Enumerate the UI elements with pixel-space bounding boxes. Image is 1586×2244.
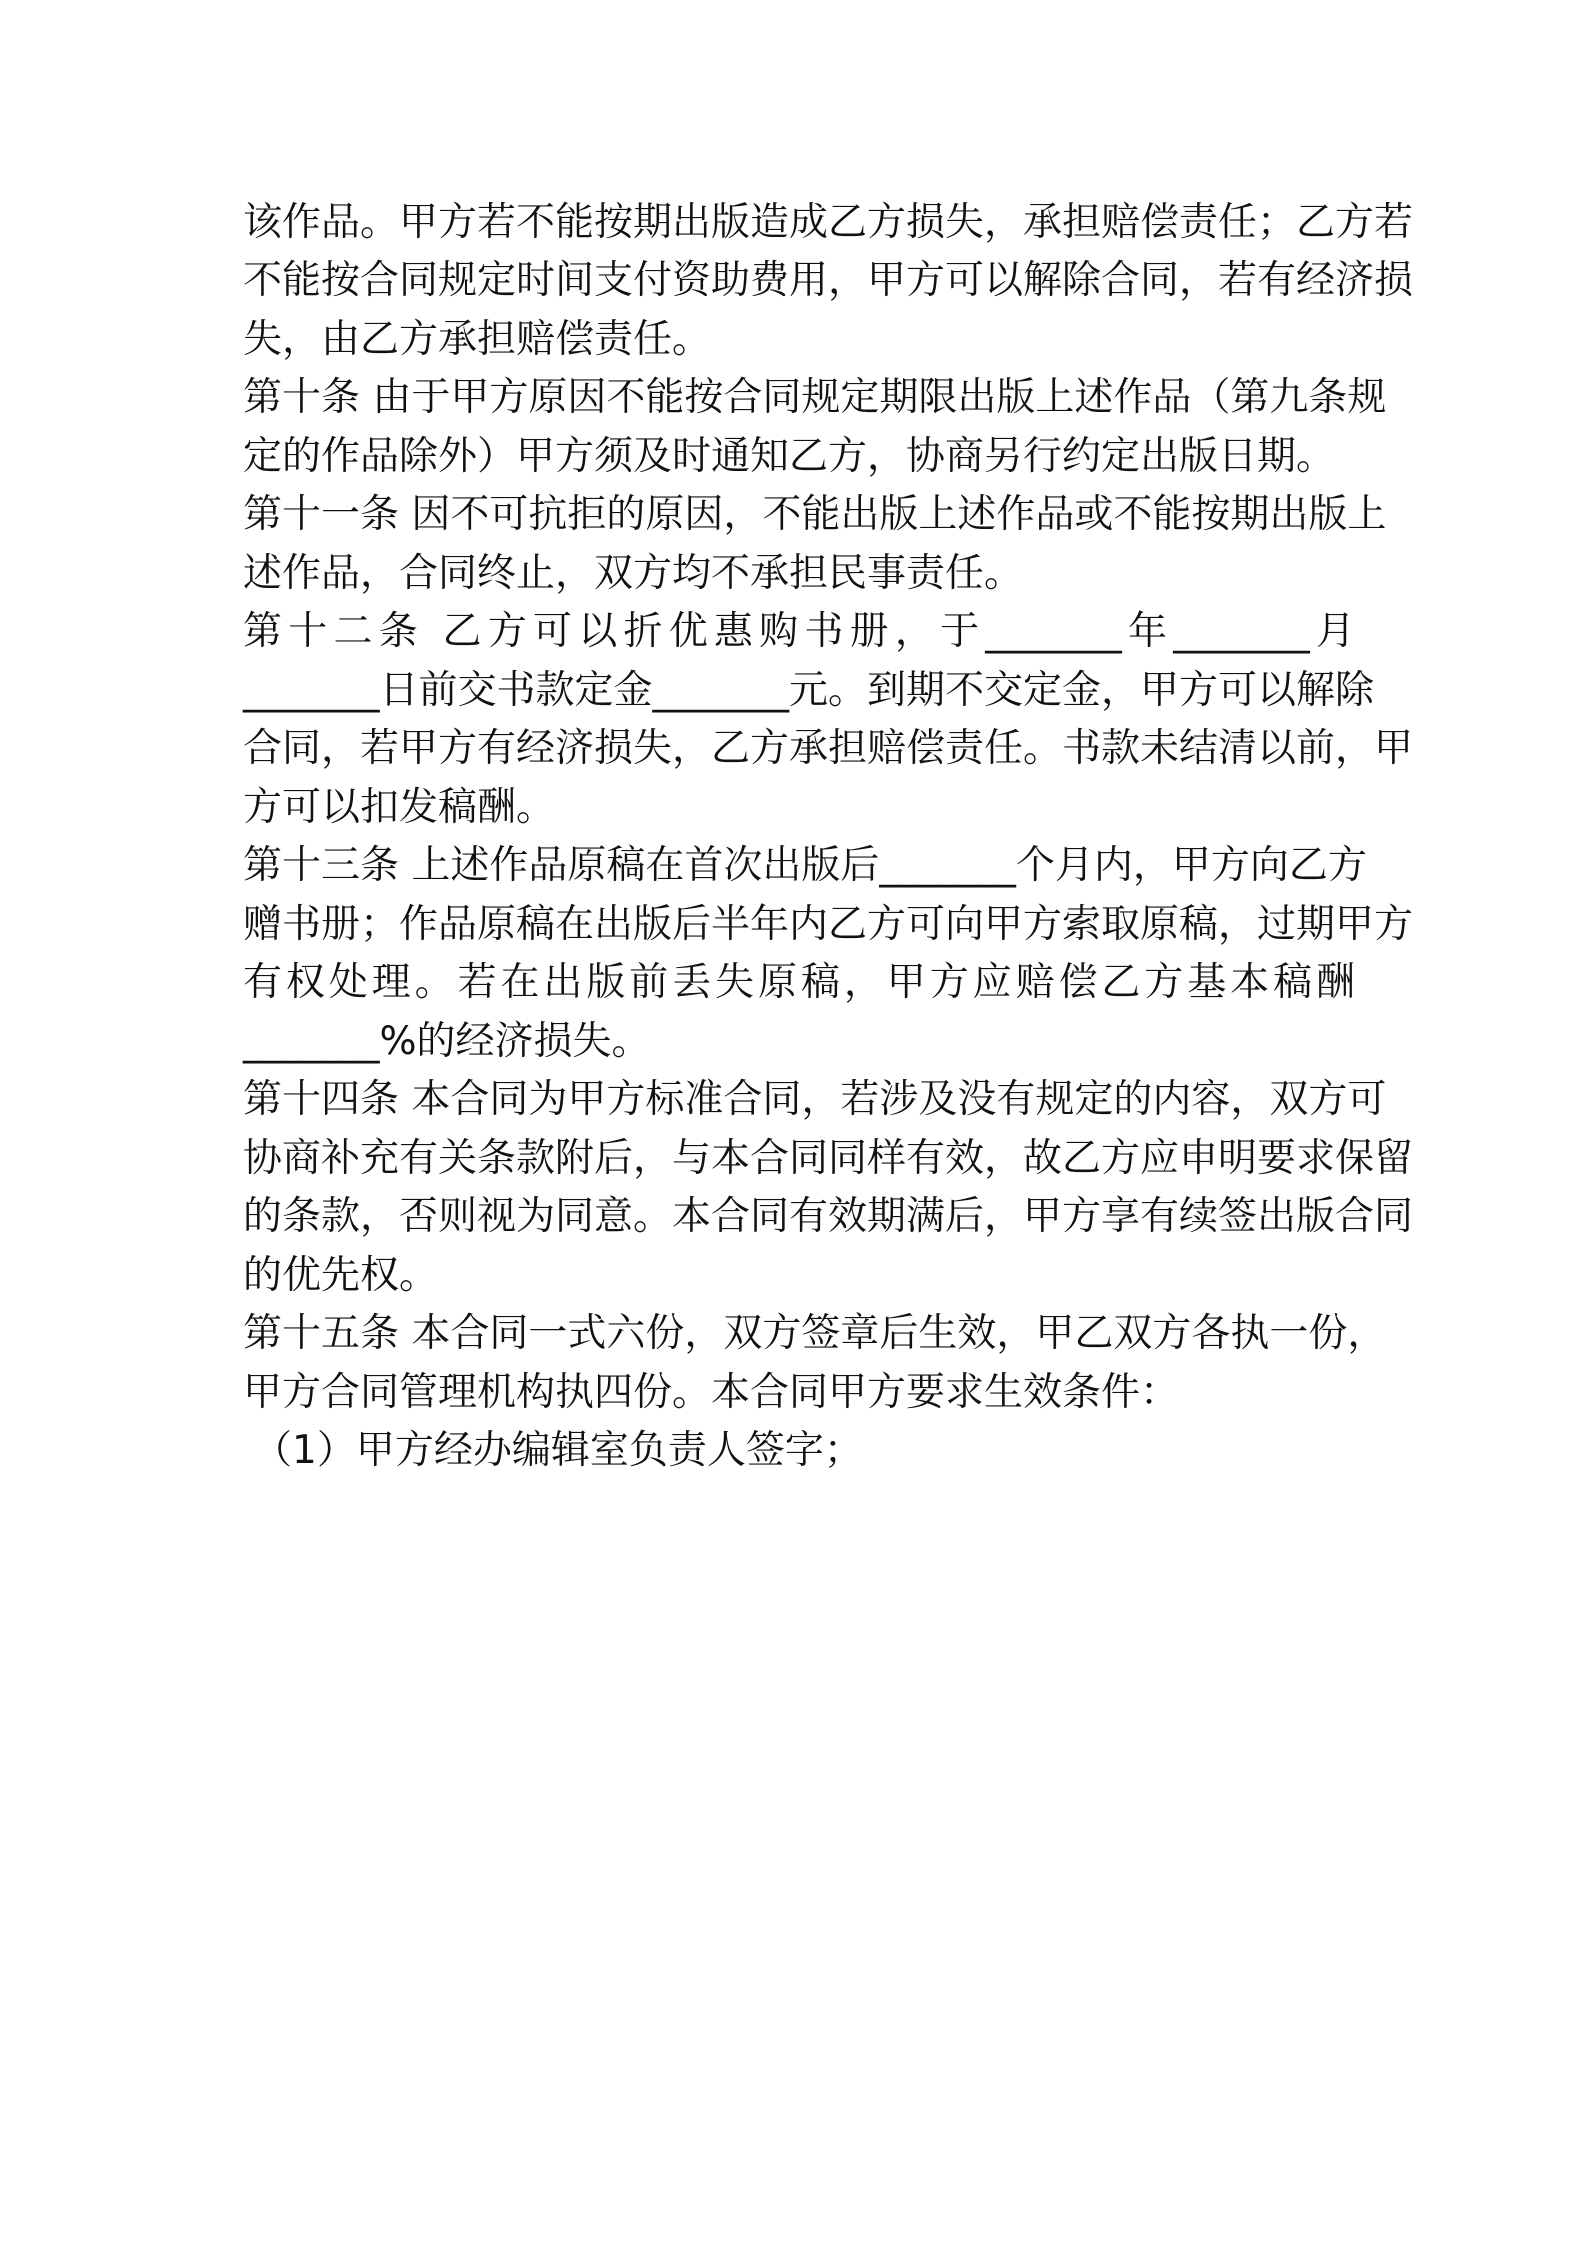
clause-13-line: 赠书册；作品原稿在出版后半年内乙方可向甲方索取原稿，过期甲方: [243, 902, 1414, 947]
clause-11-line: 述作品，合同终止，双方均不承担民事责任。: [243, 551, 1024, 596]
text-line: 该作品。甲方若不能按期出版造成乙方损失，承担赔偿责任；乙方若: [243, 200, 1414, 245]
text-line: 不能按合同规定时间支付资助费用，甲方可以解除合同，若有经济损: [243, 258, 1414, 303]
clause-10-line: 定的作品除外）甲方须及时通知乙方，协商另行约定出版日期。: [243, 434, 1336, 479]
clause-13-line: 有权处理。若在出版前丢失原稿，甲方应赔偿乙方基本稿酬: [243, 960, 1355, 1005]
clause-12-line: _______日前交书款定金_______元。到期不交定金，甲方可以解除: [243, 668, 1375, 713]
clause-12-line: 合同，若甲方有经济损失，乙方承担赔偿责任。书款未结清以前，甲: [243, 726, 1414, 771]
clause-12-line: 第十二条 乙方可以折优惠购书册，于_______年_______月: [243, 609, 1355, 654]
clause-14-line: 第十四条 本合同为甲方标准合同，若涉及没有规定的内容，双方可: [243, 1077, 1387, 1122]
clause-14-line: 的优先权。: [243, 1253, 439, 1298]
clause-15-line: 甲方合同管理机构执四份。本合同甲方要求生效条件：: [243, 1370, 1180, 1415]
clause-10-line: 第十条 由于甲方原因不能按合同规定期限出版上述作品（第九条规: [243, 375, 1387, 420]
text-line: 失，由乙方承担赔偿责任。: [243, 317, 712, 362]
clause-13-line: _______%的经济损失。: [243, 1019, 651, 1064]
clause-14-line: 协商补充有关条款附后，与本合同同样有效，故乙方应申明要求保留: [243, 1136, 1414, 1181]
clause-14-line: 的条款，否则视为同意。本合同有效期满后，甲方享有续签出版合同: [243, 1194, 1414, 1239]
clause-11-line: 第十一条 因不可抗拒的原因，不能出版上述作品或不能按期出版上: [243, 492, 1387, 537]
clause-12-line: 方可以扣发稿酬。: [243, 785, 556, 830]
condition-item-1: （1）甲方经办编辑室负责人签字；: [253, 1428, 863, 1473]
clause-13-line: 第十三条 上述作品原稿在首次出版后_______个月内，甲方向乙方: [243, 843, 1367, 888]
clause-15-line: 第十五条 本合同一式六份，双方签章后生效，甲乙双方各执一份，: [243, 1311, 1387, 1356]
